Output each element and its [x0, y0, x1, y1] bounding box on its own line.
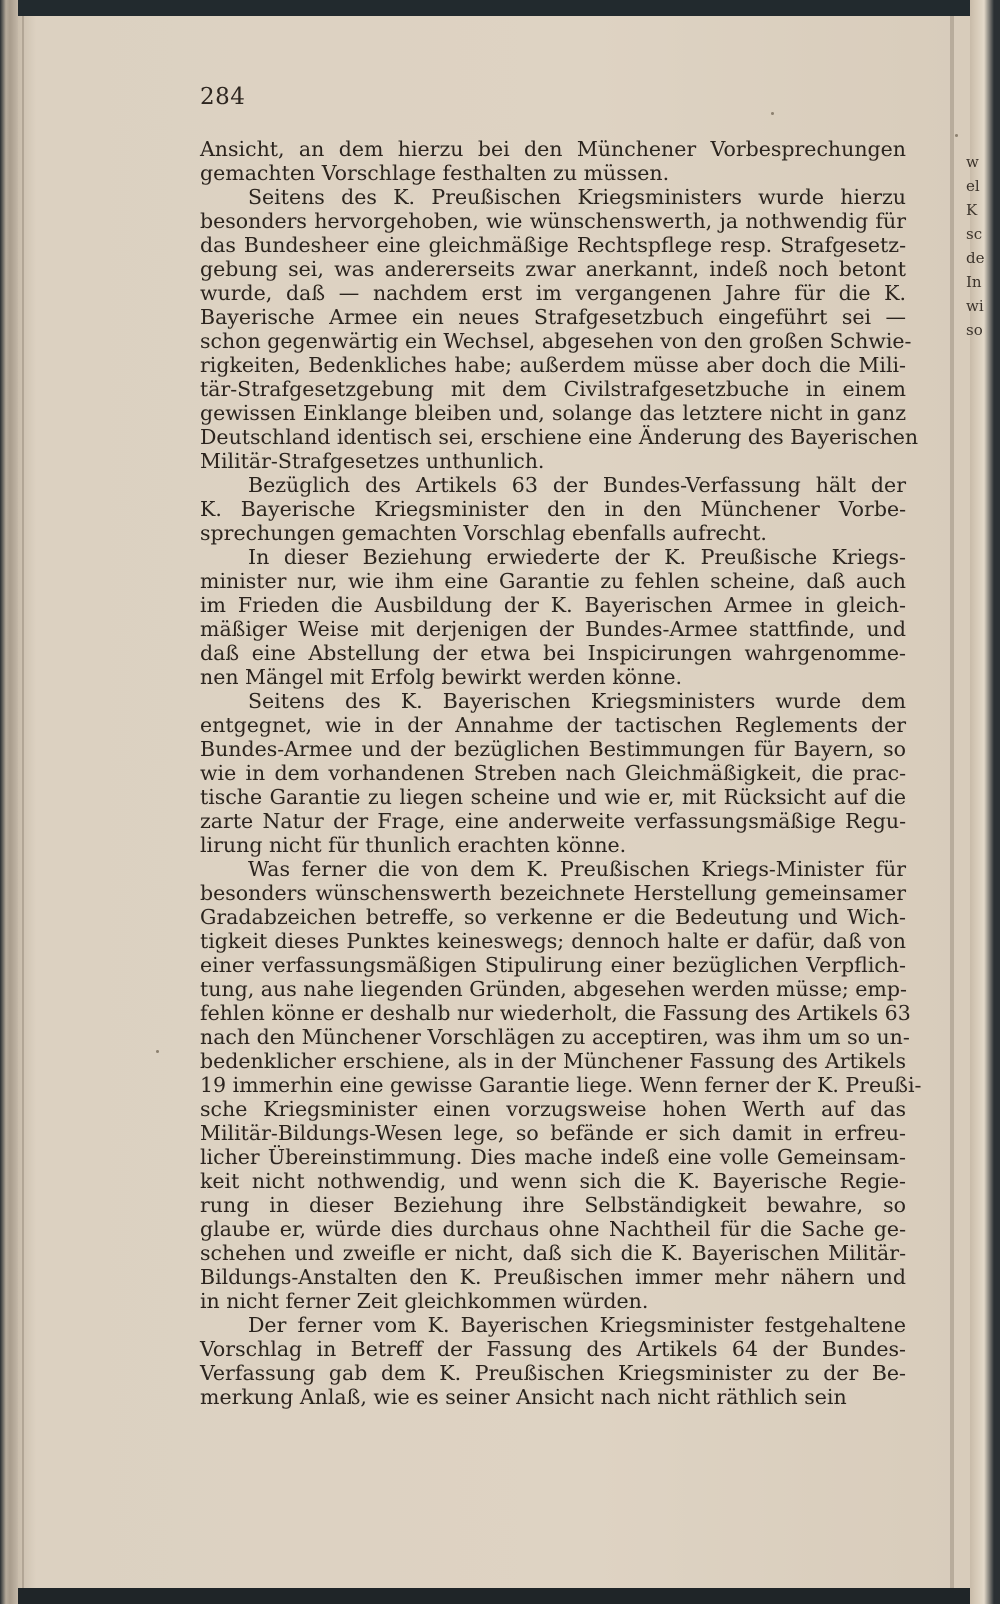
text-line: besonders wünschenswerth bezeichnete Herstellung gemeinsamer [200, 881, 906, 905]
text-line: Ansicht, an dem hierzu bei den Münchener Vorbesprechungen [200, 137, 906, 161]
text-line: Bayerische Armee ein neues Strafgesetzbuch eingeführt sei — [200, 305, 906, 329]
paragraph [200, 1313, 906, 1409]
text-line: das Bundesheer eine gleichmäßige Rechtspflege resp. Strafgesetz- [200, 233, 906, 257]
book-spine-gutter [0, 0, 18, 1604]
text-line: rung in dieser Beziehung ihre Selbständigkeit bewahre, so [200, 1193, 906, 1217]
text-line: schon gegenwärtig ein Wechsel, abgesehen von den großen Schwie- [200, 329, 912, 353]
text-line: nen Mängel mit Erfolg bewirkt werden könne. [200, 665, 683, 689]
text-line: mäßiger Weise mit derjenigen der Bundes-Armee stattfinde, und [200, 617, 906, 641]
text-line: Bildungs-Anstalten den K. Preußischen immer mehr nähern und [200, 1265, 906, 1289]
text-line: gemachten Vorschlage festhalten zu müssen. [200, 161, 670, 185]
paragraph [200, 473, 906, 545]
text-line: tär-Strafgesetzgebung mit dem Civilstrafgesetzbuche in einem [200, 377, 906, 401]
text-line: fehlen könne er deshalb nur wiederholt, die Fassung des Artikels 63 [200, 1001, 911, 1025]
text-line: lirung nicht für thunlich erachten könne. [200, 833, 627, 857]
text-line: Der ferner vom K. Bayerischen Kriegsminister festgehaltene [248, 1313, 906, 1337]
text-line: K. Bayerische Kriegsminister den in den Münchener Vorbe- [200, 497, 906, 521]
text-line: gebung sei, was andererseits zwar anerkannt, indeß noch betont [200, 257, 906, 281]
text-line: glaube er, würde dies durchaus ohne Nachtheil für die Sache ge- [200, 1217, 906, 1241]
text-line: minister nur, wie ihm eine Garantie zu fehlen scheine, daß auch [200, 569, 906, 593]
text-line: merkung Anlaß, wie es seiner Ansicht nach nicht räthlich sein [200, 1385, 847, 1409]
text-line: gewissen Einklange bleiben und, solange das letztere nicht in ganz [200, 401, 906, 425]
text-line: bedenklicher erschiene, als in der Münchener Fassung des Artikels [200, 1049, 906, 1073]
text-line: besonders hervorgehoben, wie wünschenswerth, ja nothwendig für [200, 209, 906, 233]
gutter-shadow [22, 16, 24, 1588]
page-number: 284 [200, 84, 246, 110]
paper-speck [156, 1050, 159, 1053]
text-line: Bundes-Armee und der bezüglichen Bestimmungen für Bayern, so [200, 737, 906, 761]
text-line: Seitens des K. Preußischen Kriegsministers wurde hierzu [248, 185, 906, 209]
paragraph [200, 545, 906, 689]
paragraph [200, 857, 922, 1313]
text-line: In dieser Beziehung erwiederte der K. Preußische Kriegs- [248, 545, 906, 569]
paragraph [200, 689, 906, 857]
body-text [200, 137, 922, 1409]
text-line: daß eine Abstellung der etwa bei Inspicirungen wahrgenomme- [200, 641, 906, 665]
text-line: Bezüglich des Artikels 63 der Bundes-Verfassung hält der [248, 473, 906, 497]
paragraph [200, 137, 906, 185]
text-line: keit nicht nothwendig, und wenn sich die K. Bayerische Regie- [200, 1169, 906, 1193]
text-line: einer verfassungsmäßigen Stipulirung einer bezüglichen Verpflich- [200, 953, 906, 977]
paper-speck [771, 112, 774, 115]
text-line: Vorschlag in Betreff der Fassung des Artikels 64 der Bundes- [200, 1337, 906, 1361]
text-line: zarte Natur der Frage, eine anderweite verfassungsmäßige Regu- [200, 809, 906, 833]
text-line: schehen und zweifle er nicht, daß sich die K. Bayerischen Militär- [200, 1241, 906, 1265]
text-line: Was ferner die von dem K. Preußischen Kriegs-Minister für [248, 857, 906, 881]
text-line: sprechungen gemachten Vorschlag ebenfalls aufrecht. [200, 521, 767, 545]
text-line: nach den Münchener Vorschlägen zu acceptiren, was ihm um so un- [200, 1025, 910, 1049]
page-fold-shadow [950, 16, 954, 1588]
text-line: Verfassung gab dem K. Preußischen Kriegsminister zu der Be- [200, 1361, 906, 1385]
text-line: rigkeiten, Bedenkliches habe; außerdem müsse aber doch die Mili- [200, 353, 906, 377]
text-line: 19 immerhin eine gewisse Garantie liege. Wenn ferner der K. Preußi- [200, 1073, 922, 1097]
text-line: in nicht ferner Zeit gleichkommen würden. [200, 1289, 649, 1313]
text-line: Deutschland identisch sei, erschiene eine Änderung des Bayerischen [200, 425, 919, 449]
text-line: licher Übereinstimmung. Dies mache indeß eine volle Gemeinsam- [200, 1145, 906, 1169]
paper-speck [955, 134, 958, 137]
text-line: Gradabzeichen betreffe, so verkenne er die Bedeutung und Wich- [200, 905, 906, 929]
text-line: Seitens des K. Bayerischen Kriegsministers wurde dem [248, 689, 906, 713]
paragraph [200, 185, 919, 473]
text-line: tigkeit dieses Punktes keineswegs; dennoch halte er dafür, daß von [200, 929, 906, 953]
text-line: Militär-Strafgesetzes unthunlich. [200, 449, 545, 473]
text-line: im Frieden die Ausbildung der K. Bayerischen Armee in gleich- [200, 593, 906, 617]
text-line: entgegnet, wie in der Annahme der tactischen Reglements der [200, 713, 906, 737]
facing-page-bleed-through: w el K sc de In wi so [966, 153, 985, 339]
text-line: Militär-Bildungs-Wesen lege, so befände er sich damit in erfreu- [200, 1121, 906, 1145]
text-line: sche Kriegsminister einen vorzugsweise hohen Werth auf das [200, 1097, 906, 1121]
text-line: tung, aus nahe liegenden Gründen, abgesehen werden müsse; emp- [200, 977, 907, 1001]
text-line: tische Garantie zu liegen scheine und wie er, mit Rücksicht auf die [200, 785, 906, 809]
text-line: wurde, daß — nachdem erst im vergangenen Jahre für die K. [200, 281, 906, 305]
text-line: wie in dem vorhandenen Streben nach Gleichmäßigkeit, die prac- [200, 761, 906, 785]
